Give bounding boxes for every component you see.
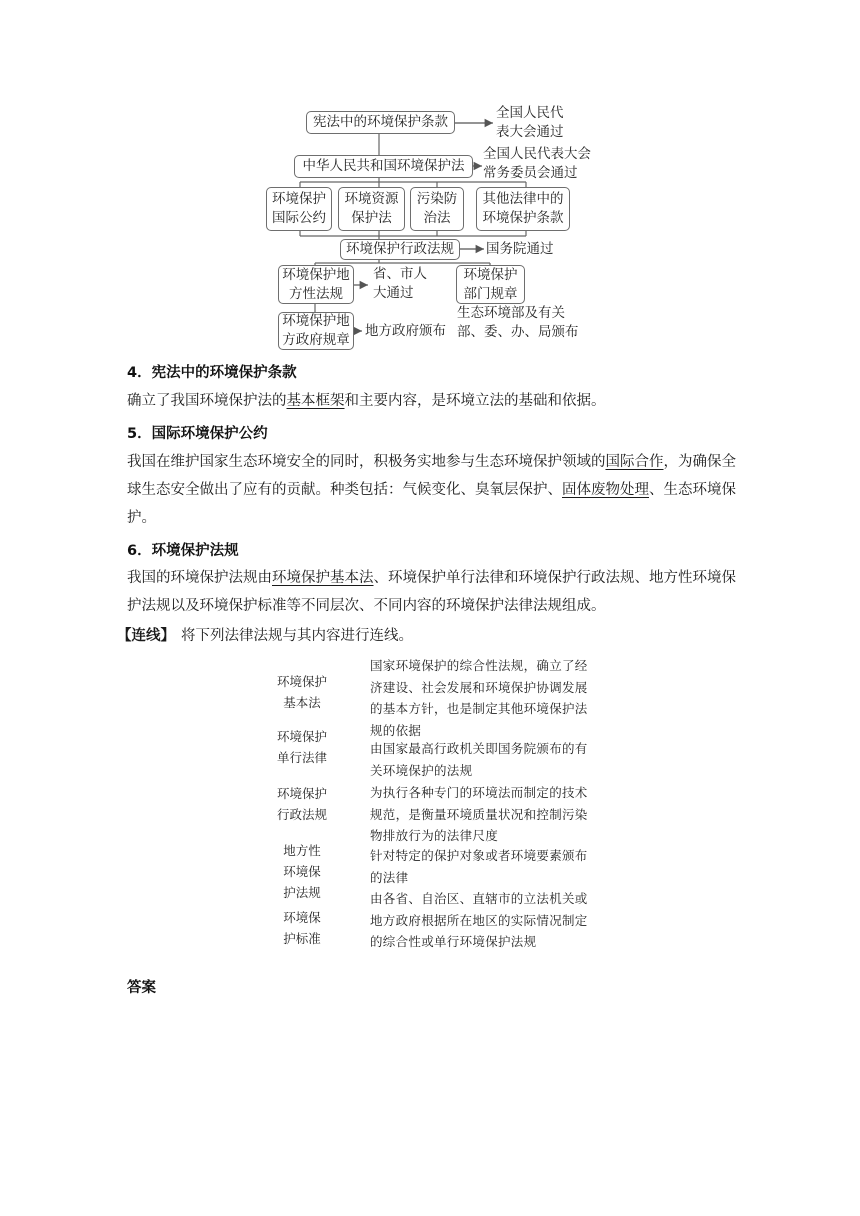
node-environmental-protection-law: 中华人民共和国环境保护法 (294, 155, 473, 178)
matching-tag: 【连线】 (117, 628, 175, 644)
section-heading: 6．环境保护法规 (127, 543, 239, 559)
node-resource-protection-law: 环境资源 保护法 (338, 187, 405, 231)
node-constitution: 宪法中的环境保护条款 (306, 111, 455, 134)
node-local-government-issue: 地方政府颁布 (365, 323, 446, 339)
match-left-item[interactable]: 环境保护 行政法规 (276, 786, 327, 822)
text-run: 确立了我国环境保护法的 (127, 393, 287, 409)
node-npc: 全国人民代 表大会通过 (496, 105, 564, 140)
node-local-government-rules: 环境保护地 方政府规章 (278, 312, 354, 350)
underlined-term: 环境保护基本法 (272, 570, 374, 586)
section-heading: 5．国际环境保护公约 (127, 426, 268, 442)
match-right-item[interactable]: 由国家最高行政机关即国务院颁布的有关环境保护的法规 (370, 741, 588, 778)
node-international-conventions: 环境保护 国际公约 (266, 187, 332, 231)
node-other-law-clauses: 其他法律中的 环境保护条款 (476, 187, 570, 231)
matching-instruction-line (117, 624, 413, 645)
text-run: 我国在维护国家生态环境安全的同时，积极务实地参与生态环境保护领域的 (127, 454, 606, 470)
section-heading: 4．宪法中的环境保护条款 (127, 365, 297, 381)
match-right-item[interactable]: 由各省、自治区、直辖市的立法机关或地方政府根据所在地区的实际情况制定的综合性或单行环境保护法规 (370, 891, 588, 949)
answer-label: 答案 (127, 980, 156, 996)
text-run: 和主要内容，是环境立法的基础和依据。 (344, 393, 606, 409)
section-paragraph (127, 448, 742, 532)
node-provincial-congress: 省、市人 大通过 (373, 266, 427, 301)
text-run: 、生态环境保护。 (127, 482, 736, 526)
node-npcsc: 全国人民代表大会 常务委员会通过 (483, 146, 591, 181)
match-left-item[interactable]: 环境保护 基本法 (276, 674, 327, 710)
match-right-item[interactable]: 国家环境保护的综合性法规，确立了经济建设、社会发展和环境保护协调发展的基本方针，也是制定其他环境保护法规的依据 (370, 658, 588, 738)
match-left-item[interactable]: 地方性 环境保 护法规 (283, 843, 321, 900)
text-run: 、环境保护单行法律和环境保护行政法规、地方性环境保护法规以及环境保护标准等不同层次、不同内容的环境保护法律法规组成。 (127, 570, 736, 614)
node-administrative-regulations: 环境保护行政法规 (340, 239, 460, 260)
node-ministry-issue: 生态环境部及有关 部、委、办、局颁布 (457, 305, 579, 340)
matching-instruction: 将下列法律法规与其内容进行连线。 (181, 628, 413, 644)
underlined-term: 固体废物处理 (562, 482, 649, 498)
text-run: 我国的环境保护法规由 (127, 570, 272, 586)
diagram-connectors (0, 0, 860, 360)
underlined-term: 国际合作 (605, 454, 664, 470)
underlined-term: 基本框架 (286, 393, 345, 409)
node-pollution-control-law: 污染防 治法 (410, 187, 464, 231)
text-run: ，为确保全球生态安全做出了应有的贡献。种类包括：气候变化、臭氧层保护、 (127, 454, 736, 498)
section-paragraph (127, 564, 742, 620)
match-left-item[interactable]: 环境保护 单行法律 (276, 729, 327, 765)
match-right-item[interactable]: 针对特定的保护对象或者环境要素颁布的法律 (370, 848, 588, 885)
node-state-council: 国务院通过 (486, 241, 554, 257)
match-left-item[interactable]: 环境保 护标准 (283, 910, 321, 946)
match-right-item[interactable]: 为执行各种专门的环境法而制定的技术规范，是衡量环境质量状况和控制污染物排放行为的法律尺度 (370, 785, 588, 843)
section-paragraph (127, 387, 742, 415)
node-department-rules: 环境保护 部门规章 (456, 265, 525, 304)
node-local-regulations: 环境保护地 方性法规 (278, 265, 354, 304)
